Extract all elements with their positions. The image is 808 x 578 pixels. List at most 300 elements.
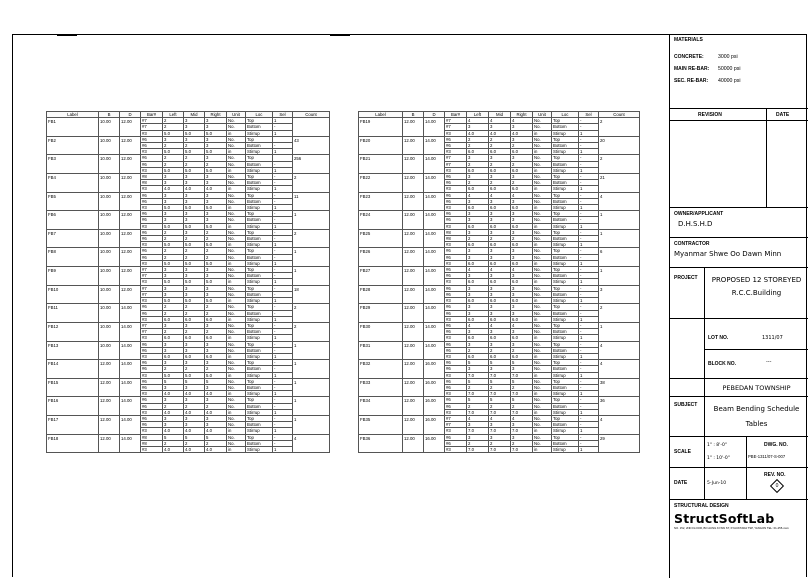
table-cell: Stirrup [246,242,273,248]
table-cell: 5.0 [205,372,227,378]
beam-label: FB33 [359,378,403,397]
table-cell: #3 [141,391,163,397]
table-cell: in [533,353,552,359]
table-cell: Bottom [552,217,579,223]
column-header: Label [47,112,99,118]
table-cell: 6.0 [511,316,533,322]
table-cell: #3 [141,205,163,211]
beam-width: 12.00 [403,136,424,155]
table-cell: No. [227,124,246,130]
table-cell: - [273,180,293,186]
table-cell: 5.0 [163,260,184,266]
table-cell: #6 [141,341,163,347]
table-cell: 1 [579,205,599,211]
beam-label: FB10 [47,285,99,304]
table-cell: No. [533,143,552,149]
table-cell: 5.0 [205,149,227,155]
table-cell: Bottom [246,347,273,353]
table-cell: 6.0 [205,316,227,322]
beam-width: 10.00 [99,118,120,137]
table-cell: Bottom [246,440,273,446]
column-header: Left [163,112,184,118]
table-cell: 5.0 [163,242,184,248]
table-cell: 6.0 [511,279,533,285]
table-cell: No. [227,304,246,310]
table-cell: 3 [184,341,205,347]
table-cell: Stirrup [552,372,579,378]
table-cell: in [227,130,246,136]
table-cell: 3 [467,329,489,335]
table-cell: 6.0 [467,298,489,304]
table-cell: 6.0 [511,353,533,359]
beam-label: FB35 [359,415,403,434]
table-cell: - [273,285,293,291]
table-cell: 3 [205,124,227,130]
table-cell: #8 [141,180,163,186]
table-cell: No. [533,304,552,310]
table-cell: 3 [489,211,511,217]
table-cell: #8 [141,174,163,180]
table-cell: Stirrup [246,279,273,285]
beam-count: 1 [293,267,330,286]
table-cell: No. [227,236,246,242]
table-cell: No. [533,254,552,260]
table-cell: 3 [489,304,511,310]
beam-count: 36 [599,397,640,416]
table-cell: Stirrup [246,372,273,378]
table-cell: 3 [205,267,227,273]
table-cell: - [579,291,599,297]
beam-depth: 14.00 [120,397,141,416]
table-cell: - [579,267,599,273]
table-cell: 6.0 [489,186,511,192]
table-cell: 2 [467,440,489,446]
scale-value-1: 1" : 8'-0" [707,443,727,448]
project-subtitle: R.C.C.Building [731,289,782,297]
table-cell: Bottom [552,124,579,130]
scale-dwg-section: SCALE 1" : 8'-0" 1" : 10'-0" DWG. NO. PBE-1311/07-S-007 [670,437,808,468]
beam-count: 1 [293,397,330,416]
table-cell: No. [227,310,246,316]
table-cell: 6.0 [163,316,184,322]
table-cell: #8 [141,434,163,440]
table-cell: 2 [205,254,227,260]
beam-label: FB32 [359,360,403,379]
table-cell: No. [533,440,552,446]
table-cell: Stirrup [246,149,273,155]
table-cell: No. [533,192,552,198]
table-cell: #7 [141,118,163,124]
table-cell: No. [533,174,552,180]
table-cell: #3 [141,167,163,173]
table-cell: - [579,329,599,335]
beam-count: 38 [599,378,640,397]
table-cell: #7 [141,124,163,130]
table-cell: No. [533,180,552,186]
table-cell: 3 [205,322,227,328]
table-cell: Stirrup [552,186,579,192]
table-cell: 3 [205,180,227,186]
table-cell: - [579,136,599,142]
table-cell: Stirrup [552,242,579,248]
table-cell: - [273,329,293,335]
table-cell: 3 [163,136,184,142]
table-cell: 6.0 [489,167,511,173]
table-cell: in [533,391,552,397]
beam-label: FB20 [359,136,403,155]
beam-label: FB16 [47,397,99,416]
table-cell: 5 [489,378,511,384]
table-cell: No. [533,267,552,273]
table-cell: 2 [467,384,489,390]
table-cell: No. [533,248,552,254]
table-cell: 3 [205,360,227,366]
date-value: 5-Jun-10 [707,481,727,486]
beam-label: FB2 [47,136,99,155]
table-cell: 4 [511,267,533,273]
table-cell: 5.0 [163,205,184,211]
table-cell: No. [533,347,552,353]
table-cell: #6 [445,360,467,366]
table-cell: 3 [163,267,184,273]
table-cell: 5.0 [163,372,184,378]
table-cell: 2 [184,329,205,335]
table-cell: - [579,384,599,390]
table-cell: 5.0 [184,167,205,173]
table-cell: in [533,446,552,452]
table-cell: - [273,397,293,403]
table-cell: 3 [205,347,227,353]
beam-count: 1 [293,248,330,267]
table-cell: 3 [184,217,205,223]
table-cell: Top [246,285,273,291]
table-cell: No. [533,322,552,328]
beam-schedule-table-right [358,111,640,453]
table-cell: #3 [141,223,163,229]
table-cell: 3 [184,124,205,130]
table-cell: - [579,360,599,366]
table-cell: #6 [445,403,467,409]
table-cell: No. [227,415,246,421]
border-tick-mark [330,34,350,36]
table-cell: 6.0 [511,335,533,341]
table-cell: 5 [467,360,489,366]
table-cell: 1 [579,223,599,229]
table-cell: #6 [445,267,467,273]
table-cell: 4.0 [163,409,184,415]
table-cell: #6 [141,229,163,235]
beam-label: FB12 [47,322,99,341]
table-cell: 2 [205,161,227,167]
table-cell: #6 [445,341,467,347]
beam-width: 10.00 [99,229,120,248]
table-cell: in [533,335,552,341]
table-cell: #6 [445,329,467,335]
table-cell: 4 [467,118,489,124]
table-cell: 5 [184,434,205,440]
table-cell: 3 [511,285,533,291]
table-cell: 2 [163,366,184,372]
table-cell: - [579,180,599,186]
table-cell: #6 [445,211,467,217]
table-cell: 3 [511,366,533,372]
title-block [669,34,808,578]
table-cell: 3 [205,174,227,180]
table-cell: 5 [205,434,227,440]
beam-depth: 16.00 [424,434,445,453]
table-cell: 3 [489,155,511,161]
table-cell: 2 [205,229,227,235]
material-item: MAIN RE-BAR: 50000 psi [674,66,741,72]
company-address: NO. 152, 2ND FLOOR, BO AUNG KYAW ST, KYAUKTADA TSP, YANGON TEL: 01-255-xxxx [674,526,789,530]
table-cell: 3 [184,229,205,235]
date-label: DATE [776,112,790,118]
table-cell: - [273,273,293,279]
materials-heading: MATERIALS [674,37,703,43]
table-cell: No. [533,161,552,167]
table-cell: #6 [141,198,163,204]
table-cell: 3 [467,229,489,235]
beam-width: 10.00 [99,174,120,193]
table-cell: Stirrup [246,335,273,341]
table-cell: #6 [445,136,467,142]
table-cell: #8 [445,229,467,235]
table-cell: No. [227,155,246,161]
table-cell: No. [227,403,246,409]
table-cell: 1 [273,446,293,452]
revision-number: 0 [775,483,779,489]
table-cell: 6.0 [467,316,489,322]
table-cell: 3 [467,273,489,279]
table-cell: - [273,415,293,421]
table-cell: 4.0 [205,446,227,452]
table-cell: 1 [579,149,599,155]
table-cell: No. [533,155,552,161]
table-cell: 5 [184,378,205,384]
beam-count: 20 [599,136,640,155]
table-cell: 3 [163,273,184,279]
table-cell: - [579,198,599,204]
beam-depth: 12.00 [120,118,141,137]
table-cell: - [579,403,599,409]
table-cell: Top [552,155,579,161]
table-cell: 3 [467,422,489,428]
table-cell: 4 [489,118,511,124]
beam-label: FB13 [47,341,99,360]
table-cell: - [579,434,599,440]
table-cell: #3 [445,186,467,192]
table-cell: Stirrup [246,409,273,415]
beam-label: FB31 [359,341,403,360]
table-cell: 3 [184,285,205,291]
beam-count: 4 [599,192,640,211]
table-cell: No. [227,211,246,217]
table-cell: No. [227,347,246,353]
table-cell: 3 [184,267,205,273]
table-cell: in [227,260,246,266]
table-cell: in [227,205,246,211]
beam-count: 1 [599,229,640,248]
column-header: Sel [579,112,599,118]
table-cell: No. [533,291,552,297]
beam-width: 12.00 [403,174,424,193]
table-cell: No. [227,329,246,335]
table-cell: 3 [511,124,533,130]
materials-list [674,51,804,87]
table-cell: 1 [273,260,293,266]
table-cell: - [579,254,599,260]
table-cell: #7 [445,118,467,124]
table-cell: 6.0 [511,167,533,173]
table-cell: 7.0 [489,428,511,434]
table-cell: 4.0 [184,186,205,192]
table-cell: Top [552,415,579,421]
table-cell: No. [533,378,552,384]
beam-depth: 14.00 [424,118,445,137]
table-cell: No. [227,174,246,180]
table-cell: 3 [184,347,205,353]
table-cell: Bottom [552,384,579,390]
owner-section: OWNER/APPLICANT D.H.S.H.D [670,208,808,238]
table-cell: 3 [205,143,227,149]
table-cell: 4 [511,322,533,328]
table-cell: #7 [141,267,163,273]
table-cell: 2 [184,161,205,167]
table-cell: Top [246,174,273,180]
table-cell: 4 [489,267,511,273]
table-cell: 3 [205,136,227,142]
table-cell: in [227,335,246,341]
table-cell: #7 [141,273,163,279]
table-cell: - [579,124,599,130]
table-cell: 3 [489,217,511,223]
table-cell: - [579,229,599,235]
table-cell: - [579,304,599,310]
table-cell: 3 [511,273,533,279]
table-cell: 2 [184,310,205,316]
table-cell: Top [246,248,273,254]
table-cell: 6.0 [489,223,511,229]
table-cell: 6.0 [184,316,205,322]
table-cell: Stirrup [552,223,579,229]
table-cell: No. [533,211,552,217]
table-cell: 3 [511,217,533,223]
table-cell: 2 [511,180,533,186]
table-cell: 3 [467,155,489,161]
structsoftlab-logo: StructSoftLab [674,511,775,526]
table-cell: #6 [141,217,163,223]
beam-depth: 14.00 [120,434,141,453]
table-cell: in [533,149,552,155]
table-cell: 1 [579,372,599,378]
table-cell: No. [533,384,552,390]
table-cell: 3 [163,422,184,428]
table-cell: No. [533,198,552,204]
table-cell: 3 [205,198,227,204]
table-cell: 2 [467,180,489,186]
beam-label: FB19 [359,118,403,137]
table-cell: 3 [511,211,533,217]
table-cell: 3 [467,291,489,297]
table-cell: #6 [141,422,163,428]
beam-width: 12.00 [403,415,424,434]
table-cell: 2 [163,329,184,335]
table-cell: 3 [467,124,489,130]
table-cell: - [579,236,599,242]
table-cell: 2 [205,403,227,409]
table-cell: #3 [445,149,467,155]
table-cell: 2 [489,403,511,409]
table-cell: Top [552,192,579,198]
table-cell: #7 [445,124,467,130]
table-cell: Bottom [552,180,579,186]
beam-label: FB1 [47,118,99,137]
table-cell: - [579,378,599,384]
table-cell: #3 [141,372,163,378]
beam-count: 1 [599,211,640,230]
table-cell: Stirrup [552,260,579,266]
table-cell: 5.0 [163,130,184,136]
beam-depth: 14.00 [424,192,445,211]
table-cell: 4 [511,192,533,198]
table-cell: - [579,440,599,446]
table-cell: 2 [163,403,184,409]
table-cell: 2 [163,124,184,130]
table-cell: - [273,434,293,440]
table-cell: 1 [579,279,599,285]
table-cell: 2 [205,236,227,242]
table-cell: 3 [489,434,511,440]
table-cell: 7.0 [511,372,533,378]
table-cell: - [579,217,599,223]
table-cell: Top [552,378,579,384]
table-cell: #6 [141,397,163,403]
table-cell: #6 [445,434,467,440]
beam-depth: 14.00 [120,378,141,397]
table-cell: #6 [445,440,467,446]
table-cell: 2 [184,254,205,260]
table-cell: Bottom [246,291,273,297]
table-cell: #3 [141,186,163,192]
table-cell: 1 [579,298,599,304]
table-cell: Stirrup [246,223,273,229]
table-cell: 5.0 [205,223,227,229]
table-cell: 3 [467,310,489,316]
table-cell: #7 [445,415,467,421]
township-section [670,379,808,397]
table-cell: 6.0 [489,242,511,248]
beam-width: 10.00 [99,285,120,304]
table-cell: Top [552,360,579,366]
table-cell: 5.0 [184,372,205,378]
table-cell: 3 [467,254,489,260]
table-cell: 4.0 [511,130,533,136]
table-cell: in [227,372,246,378]
table-cell: 3 [489,310,511,316]
table-cell: Bottom [246,403,273,409]
table-cell: Stirrup [246,167,273,173]
beam-count: 1 [293,378,330,397]
table-cell: Top [246,397,273,403]
table-cell: Bottom [552,161,579,167]
table-cell: 2 [489,384,511,390]
table-cell: - [273,310,293,316]
table-cell: Bottom [552,254,579,260]
table-cell: 5 [467,378,489,384]
table-cell: #6 [445,304,467,310]
beam-width: 10.00 [99,267,120,286]
table-cell: 3 [205,273,227,279]
